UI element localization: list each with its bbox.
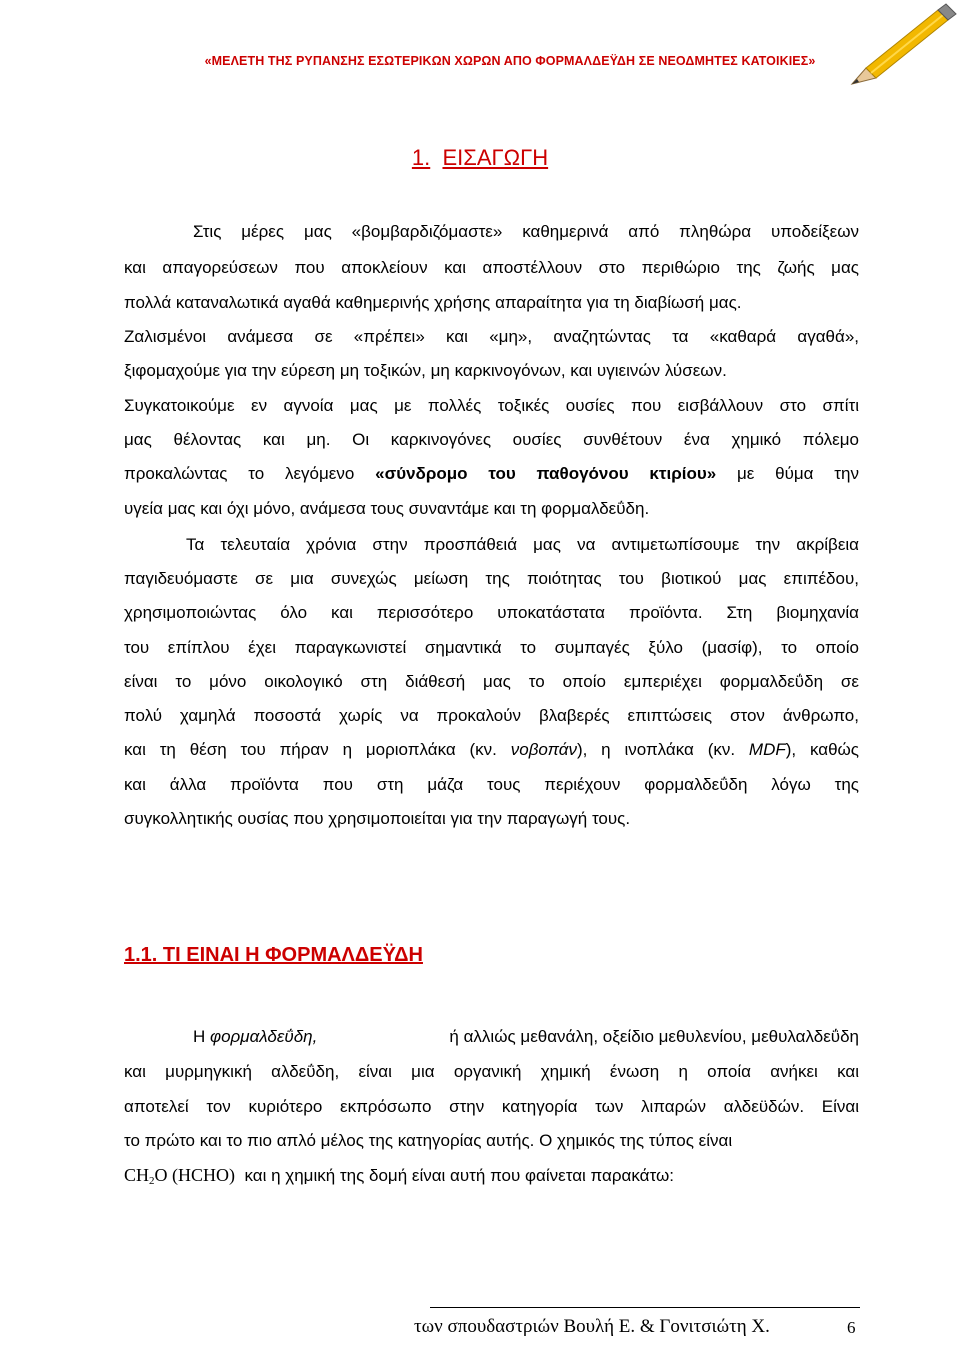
paragraph-line: και απαγορεύσεων που αποκλείουν και αποστέλλουν στο περιθώριο της ζωής μας: [124, 258, 859, 277]
paragraph-line: [124, 738, 859, 762]
paragraph-line: [193, 1025, 859, 1049]
paragraph-line: αποτελεί τον κυριότερο εκπρόσωπο στην κατηγορία των λιπαρών αλδεϋδών. Είναι: [124, 1097, 859, 1116]
paragraph-line: [124, 1163, 859, 1187]
mdf-term: MDF: [748, 740, 786, 759]
paragraph-line: είναι το μόνο οικολογικό στη διάθεσή μας το οποίο εμπεριέχει φορμαλδεΰδη σε: [124, 672, 859, 691]
paragraph-line: υγεία μας και όχι μόνο, ανάμεσα τους συναντάμε και τη φορμαλδεΰδη.: [124, 499, 650, 518]
text-run: και η χημική της δομή είναι αυτή που φαίνεται παρακάτω:: [244, 1166, 674, 1185]
section-title-introduction: [0, 145, 960, 171]
formula-o-hcho: O (HCHO): [154, 1165, 236, 1185]
formula-subscript: 2: [149, 1175, 155, 1187]
paragraph-line: συγκολλητικής ουσίας που χρησιμοποιείται για την παραγωγή τους.: [124, 809, 631, 828]
paragraph-line: και άλλα προϊόντα που στη μάζα τους περιέχουν φορμαλδεΰδη λόγω της: [124, 775, 859, 794]
paragraph-line: και μυρμηγκική αλδεΰδη, είναι μια οργανική χημική ένωση η οποία ανήκει και: [124, 1062, 859, 1081]
paragraph-line: μας θέλοντας και μη. Οι καρκινογόνες ουσίες συνθέτουν ένα χημικό πόλεμο: [124, 430, 859, 449]
paragraph-line: ξιφομαχούμε για την εύρεση μη τοξικών, μη καρκινογόνων, και υγιεινών λύσεων.: [124, 361, 727, 380]
text-run: με θύμα την: [736, 464, 859, 483]
paragraph-line: το πρώτο και το πιο απλό μέλος της κατηγορίας αυτής. Ο χημικός της τύπος είναι: [124, 1131, 733, 1150]
document-header: «ΜΕΛΕΤΗ ΤΗΣ ΡΥΠΑΝΣΗΣ ΕΣΩΤΕΡΙΚΩΝ ΧΩΡΩΝ ΑΠΟ ΦΟΡΜΑΛΔΕΫΔΗ ΣΕ ΝΕΟΔΜΗΤΕΣ ΚΑΤΟΙΚΙΕΣ»: [204, 54, 816, 68]
paragraph-line: παγιδευόμαστε σε μια συνεχώς μείωση της ποιότητας του βιοτικού μας επιπέδου,: [124, 569, 859, 588]
paragraph-line: Τα τελευταία χρόνια στην προσπάθειά μας να αντιμετωπίσουμε την ακρίβεια: [186, 535, 859, 554]
pencil-icon: [842, 2, 957, 90]
syndrome-term: «σύνδρομο του παθογόνου κτιρίου»: [375, 464, 717, 483]
paragraph-line: χρησιμοποιώντας όλο και περισσότερο υποκατάστατα προϊόντα. Στη βιομηχανία: [124, 603, 859, 622]
page-number: 6: [847, 1318, 856, 1337]
text-run: και τη θέση του πήραν η μοριοπλάκα (κν.: [124, 740, 497, 759]
paragraph-line: πολλά καταναλωτικά αγαθά καθημερινής χρήσης απαραίτητα για τη διαβίωσή μας.: [124, 293, 742, 312]
section-title-formaldehyde: 1.1. ΤΙ ΕΙΝΑΙ Η ΦΟΡΜΑΛΔΕΫΔΗ: [124, 944, 423, 966]
paragraph-line: Συγκατοικούμε εν αγνοία μας με πολλές τοξικές ουσίες που εισβάλλουν στο σπίτι: [124, 396, 859, 415]
section-number: 1.: [411, 145, 431, 170]
text-run: προκαλώντας το λεγόμενο: [124, 464, 355, 483]
formula-ch: CH: [124, 1165, 150, 1185]
novopan-term: νοβοπάν: [510, 740, 577, 759]
text-run: Η φορμαλδεΰδη,: [193, 1027, 318, 1046]
paragraph-line: [124, 462, 859, 486]
section-title-text: ΕΙΣΑΓΩΓΗ: [442, 145, 549, 170]
footer-divider: [430, 1307, 860, 1308]
text-run: ή αλλιώς μεθανάλη, οξείδιο μεθυλενίου, μεθυλαλδεΰδη: [449, 1027, 859, 1046]
paragraph-line: Στις μέρες μας «βομβαρδιζόμαστε» καθημερινά από πληθώρα υποδείξεων: [193, 222, 859, 241]
paragraph-line: Ζαλισμένοι ανάμεσα σε «πρέπει» και «μη», αναζητώντας τα «καθαρά αγαθά»,: [124, 327, 859, 346]
text-run: ), καθώς: [785, 740, 859, 759]
line-flex: [193, 1025, 859, 1049]
paragraph-line: του επίπλου έχει παραγκωνιστεί σημαντικά το συμπαγές ξύλο (μασίφ), το οποίο: [124, 638, 859, 657]
text-run: ), η ινοπλάκα (κν.: [576, 740, 736, 759]
formaldehyde-term: φορμαλδεΰδη,: [210, 1027, 318, 1046]
footer-authors: των σπουδαστριών Βουλή Ε. & Γονιτσιώτη Χ.: [414, 1316, 770, 1337]
paragraph-line: πολύ χαμηλά ποσοστά χωρίς να προκαλούν βλαβερές επιπτώσεις στον άνθρωπο,: [124, 706, 859, 725]
